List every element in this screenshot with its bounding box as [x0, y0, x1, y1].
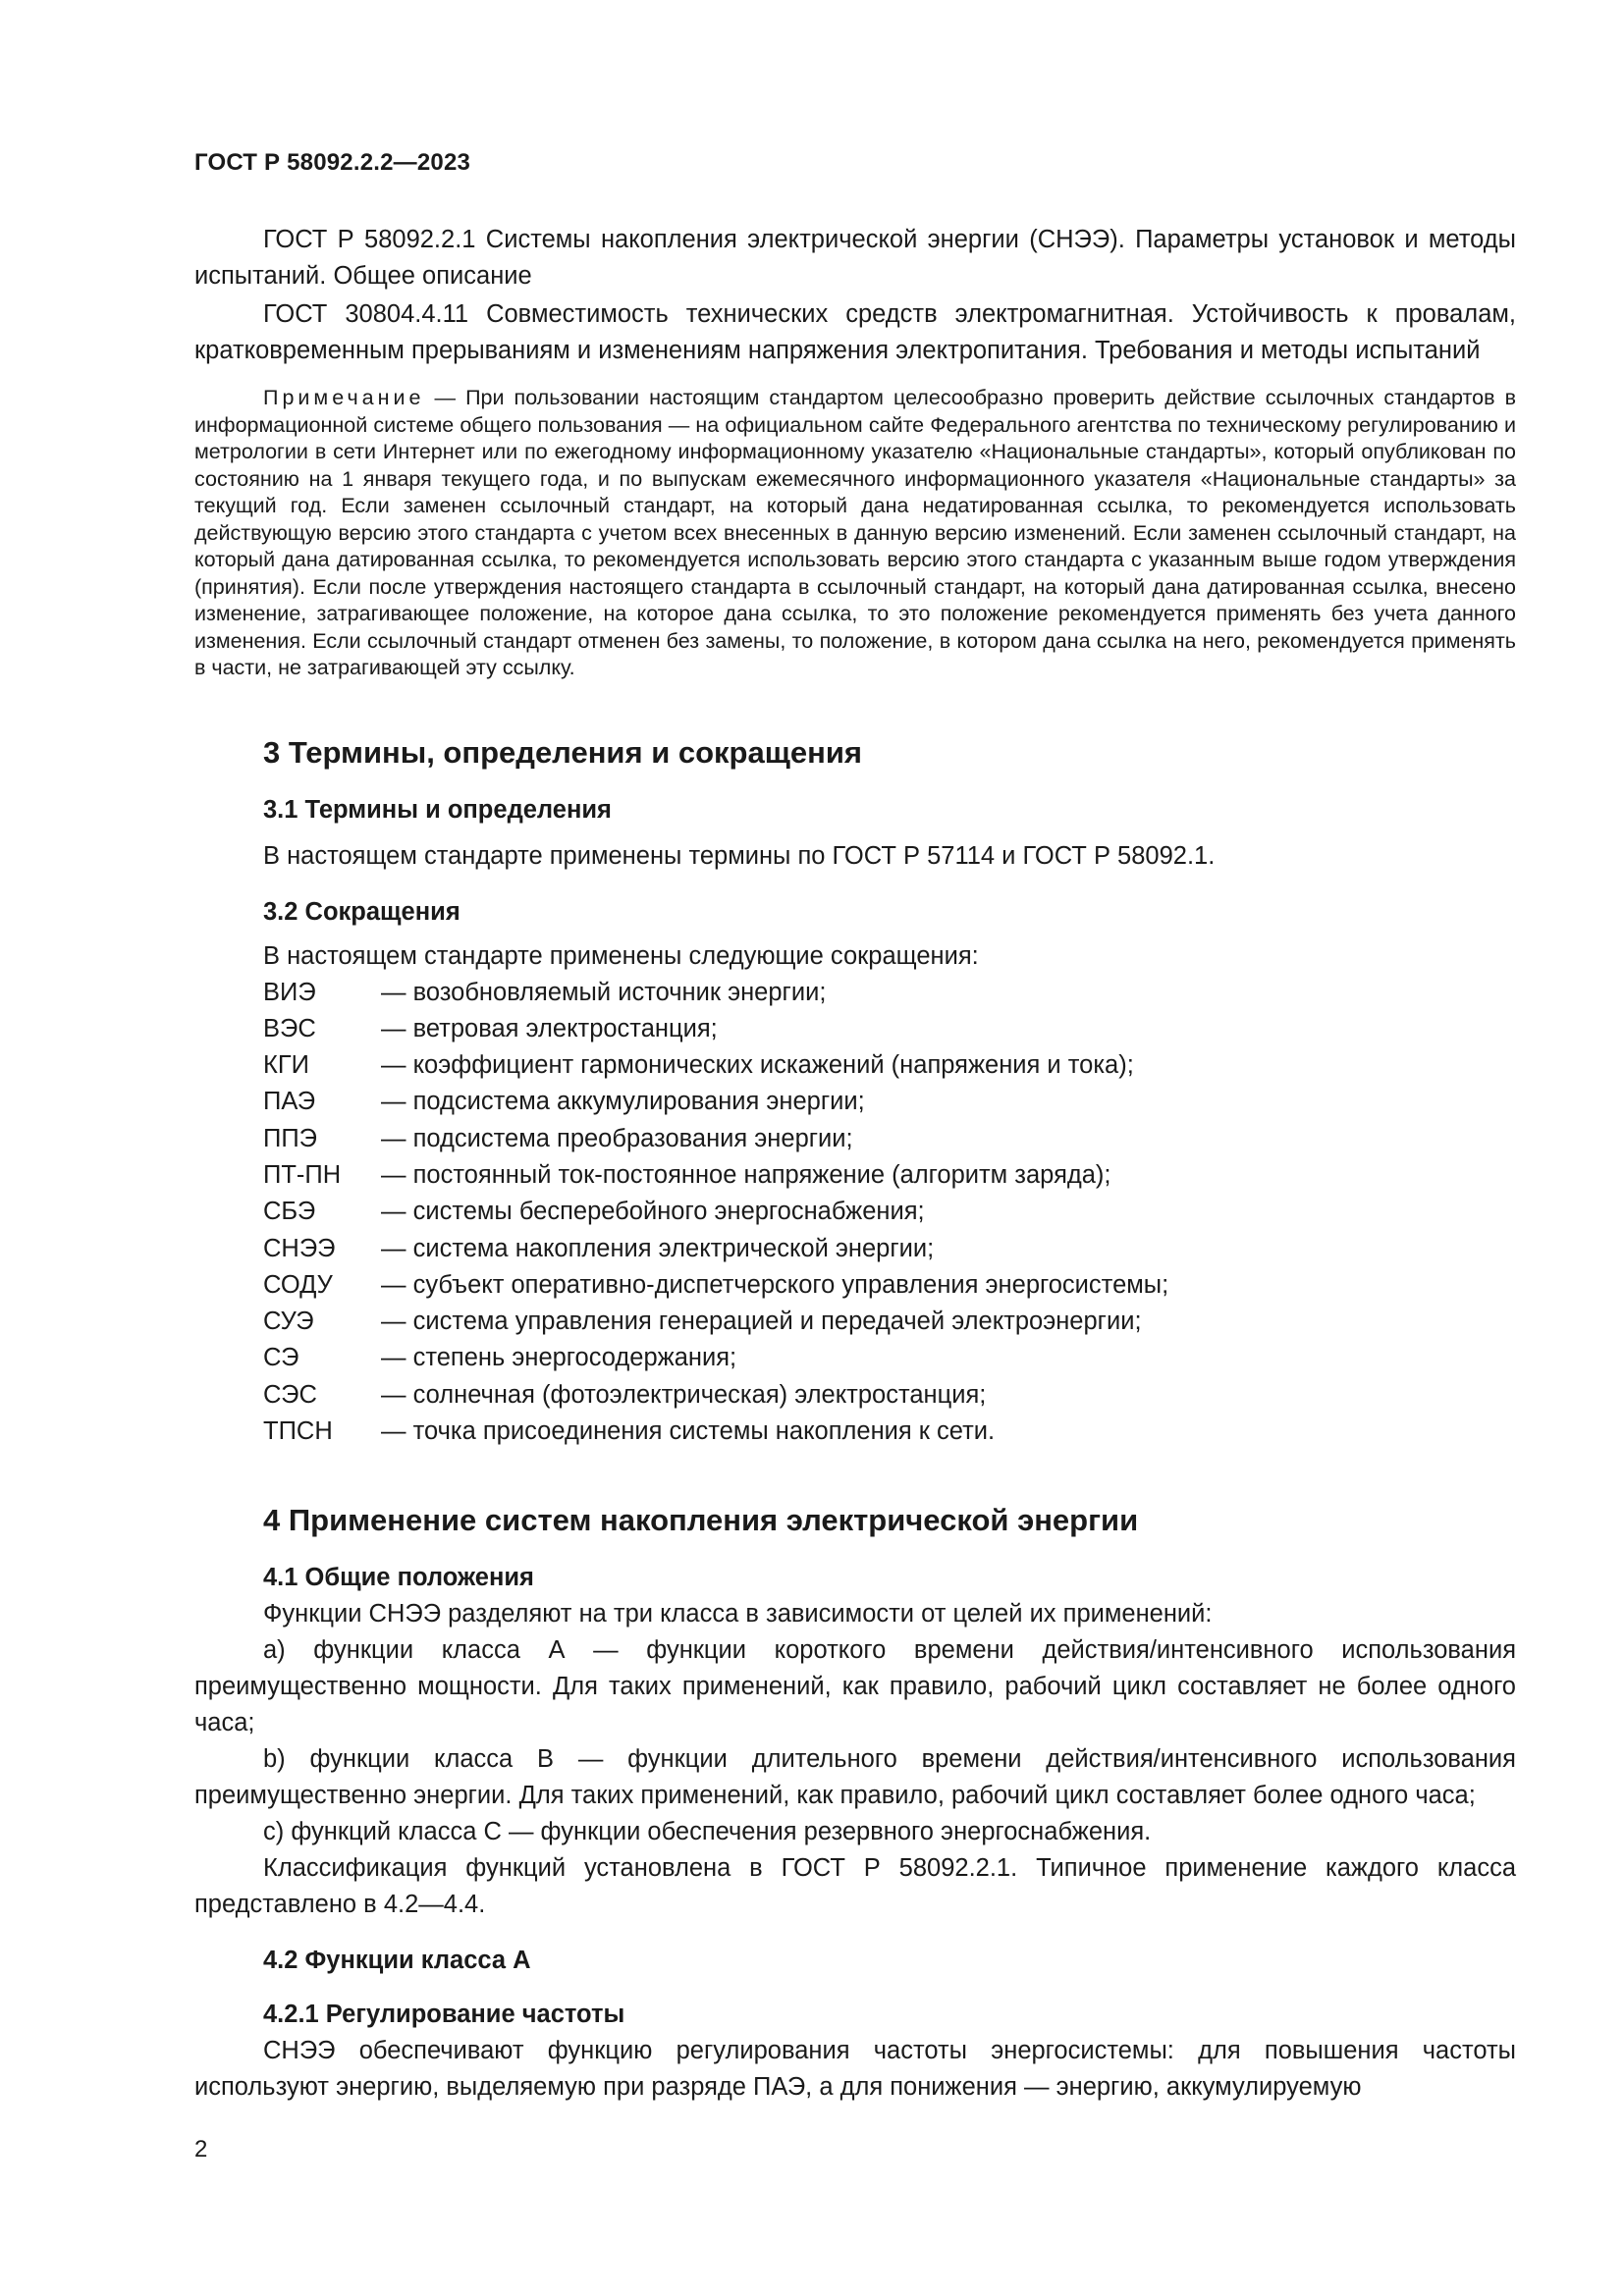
abbreviation-row	[263, 1304, 1516, 1340]
abbreviation-term: ППЭ	[263, 1124, 317, 1152]
subsection-3-1-text: В настоящем стандарте применены термины по ГОСТ Р 57114 и ГОСТ Р 58092.1.	[263, 841, 1216, 870]
body-paragraph: Функции СНЭЭ разделяют на три класса в зависимости от целей их применений:	[263, 1600, 1213, 1629]
abbreviation-definition: — система накопления электрической энергии;	[381, 1234, 935, 1262]
abbreviation-definition: — подсистема преобразования энергии;	[381, 1124, 853, 1152]
body-paragraph: СНЭЭ обеспечивают функцию регулирования частоты энергосистемы: для повышения частоты используют энергию, выделяемую при разряде ПАЭ, а для понижения — энергию, аккумулируемую	[194, 2037, 1516, 2102]
abbreviation-row	[263, 1011, 1516, 1047]
abbreviation-row	[263, 1047, 1516, 1084]
abbreviation-row	[263, 1231, 1516, 1267]
subsection-4-2-1-title: 4.2.1 Регулирование частоты	[263, 2001, 625, 2029]
abbreviations-list	[263, 975, 1516, 1451]
document-code: ГОСТ Р 58092.2.2—2023	[194, 149, 471, 176]
reference-entry: ГОСТ 30804.4.11 Совместимость технических средств электромагнитная. Устойчивость к провалам, кратковременным прерываниям и изменениям напряжения электропитания. Требования и методы испытаний	[194, 300, 1516, 364]
abbreviation-term: ВИЭ	[263, 978, 316, 1006]
section-4-title: 4 Применение систем накопления электрической энергии	[263, 1503, 1139, 1538]
abbreviation-definition: — подсистема аккумулирования энергии;	[381, 1088, 865, 1116]
abbreviation-definition: — солнечная (фотоэлектрическая) электростанция;	[381, 1380, 987, 1409]
subsection-4-1-title: 4.1 Общие положения	[263, 1564, 534, 1592]
abbreviation-term: КГИ	[263, 1051, 309, 1080]
abbreviation-definition: — постоянный ток-постоянное напряжение (алгоритм заряда);	[381, 1160, 1111, 1189]
abbreviation-definition: — коэффициент гармонических искажений (напряжения и тока);	[381, 1051, 1134, 1080]
abbreviation-row	[263, 975, 1516, 1011]
abbreviations-intro: В настоящем стандарте применены следующие сокращения:	[263, 941, 979, 970]
abbreviation-definition: — системы бесперебойного энергоснабжения;	[381, 1198, 925, 1226]
reference-entry: ГОСТ Р 58092.2.1 Системы накопления электрической энергии (СНЭЭ). Параметры установок и методы испытаний. Общее описание	[194, 226, 1516, 290]
note-paragraph	[194, 385, 1516, 682]
abbreviation-term: СНЭЭ	[263, 1234, 336, 1262]
abbreviation-row	[263, 1194, 1516, 1230]
page-number: 2	[194, 2136, 208, 2163]
abbreviation-term: СБЭ	[263, 1198, 316, 1226]
body-paragraph: Классификация функций установлена в ГОСТ Р 58092.2.1. Типичное применение каждого класса представлено в 4.2—4.4.	[194, 1854, 1516, 1919]
abbreviation-term: СЭС	[263, 1380, 317, 1409]
abbreviation-row	[263, 1377, 1516, 1414]
abbreviation-term: СУЭ	[263, 1308, 314, 1336]
abbreviation-row	[263, 1121, 1516, 1157]
subsection-3-2-title: 3.2 Сокращения	[263, 897, 460, 926]
body-paragraph: b) функции класса В — функции длительного времени действия/интенсивного использования преимущественно энергии. Для таких применений, как правило, рабочий цикл составляет более одного часа;	[194, 1745, 1516, 1810]
abbreviation-term: ВЭС	[263, 1014, 316, 1042]
subsection-4-2-title: 4.2 Функции класса А	[263, 1947, 531, 1975]
body-paragraph: а) функции класса А — функции короткого времени действия/интенсивного использования преимущественно мощности. Для таких применений, как правило, рабочий цикл составляет не более одного часа;	[194, 1636, 1516, 1737]
abbreviation-row	[263, 1157, 1516, 1194]
abbreviation-definition: — субъект оперативно-диспетчерского управления энергосистемы;	[381, 1270, 1169, 1299]
abbreviation-row	[263, 1414, 1516, 1450]
abbreviation-row	[263, 1267, 1516, 1304]
abbreviation-row	[263, 1340, 1516, 1376]
subsection-3-1-title: 3.1 Термины и определения	[263, 795, 612, 824]
section-3-title: 3 Термины, определения и сокращения	[263, 734, 862, 770]
abbreviation-definition: — ветровая электростанция;	[381, 1014, 718, 1042]
abbreviation-definition: — точка присоединения системы накопления к сети.	[381, 1417, 996, 1446]
abbreviation-term: ТПСН	[263, 1417, 333, 1446]
abbreviation-definition: — возобновляемый источник энергии;	[381, 978, 827, 1006]
note-text: — При пользовании настоящим стандартом целесообразно проверить действие ссылочных стандартов в информационной системе общего пользования — на официальном сайте Федерального агентства по техническому регулированию и метрологии в сети Интернет или по ежегодному информационному указателю «Национальные стандарты», который опубликован по состоянию на 1 января текущего года, и по выпускам ежемесячного информационного указателя «Национальные стандарты» за текущий год. Если заменен ссылочный стандарт, на который дана недатированная ссылка, то рекомендуется использовать действующую версию этого стандарта с учетом всех внесенных в данную версию изменений. Если заменен ссылочный стандарт, на который дана датированная ссылка, то рекомендуется использовать версию этого стандарта с указанным выше годом утверждения (принятия). Если после утверждения настоящего стандарта в ссылочный стандарт, на который дана датированная ссылка, внесено изменение, затрагивающее положение, на которое дана ссылка, то это положение рекомендуется применять без учета данного изменения. Если ссылочный стандарт отменен без замены, то положение, в котором дана ссылка на него, рекомендуется применять в части, не затрагивающей эту ссылку.	[194, 386, 1516, 679]
abbreviation-term: ПАЭ	[263, 1088, 316, 1116]
abbreviation-term: СЭ	[263, 1344, 299, 1372]
abbreviation-definition: — система управления генерацией и передачей электроэнергии;	[381, 1308, 1142, 1336]
body-paragraph: c) функций класса С — функции обеспечения резервного энергоснабжения.	[263, 1818, 1152, 1846]
abbreviation-row	[263, 1084, 1516, 1120]
abbreviation-term: ПТ-ПН	[263, 1160, 342, 1189]
note-label: Примечание	[263, 386, 425, 409]
abbreviation-term: СОДУ	[263, 1270, 333, 1299]
document-body	[194, 222, 1516, 2106]
abbreviation-definition: — степень энергосодержания;	[381, 1344, 737, 1372]
